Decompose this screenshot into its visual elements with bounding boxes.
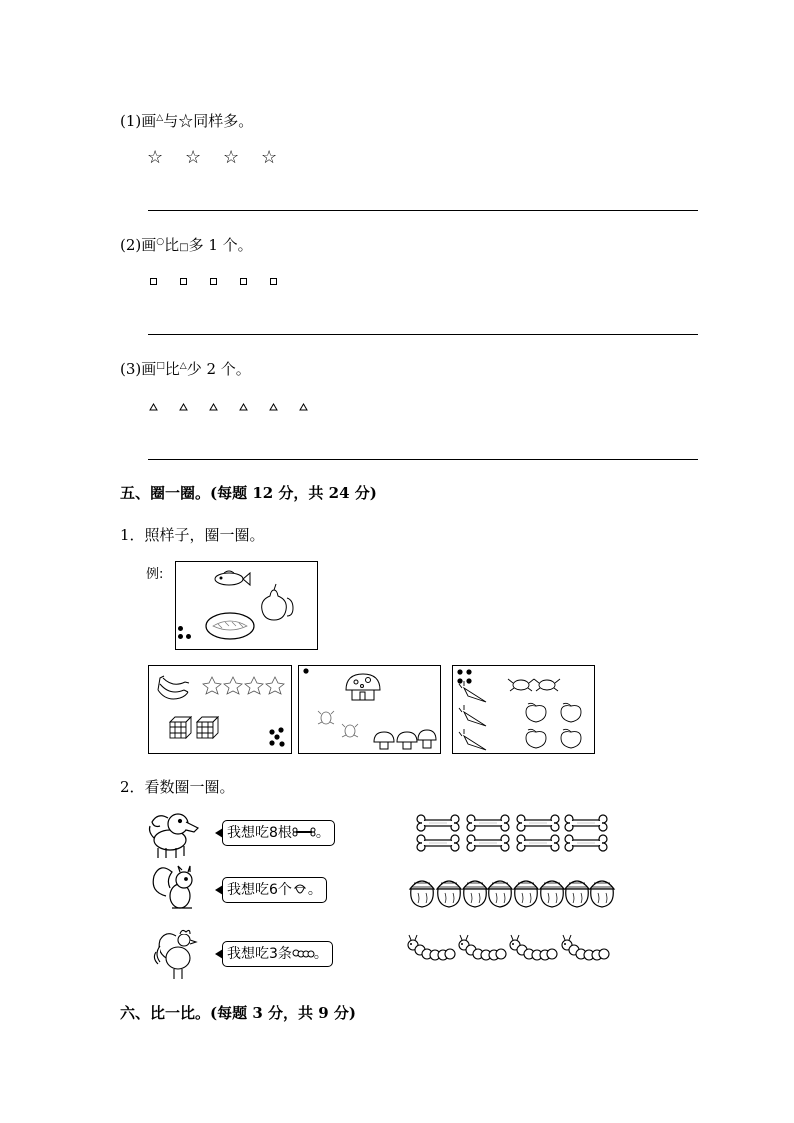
question-number: (3) [120, 360, 142, 378]
square-icon: □ [156, 361, 165, 371]
speech-bubble: 我想吃8根 。 [222, 820, 335, 846]
bone-icon [467, 835, 509, 851]
caterpillar-icon [562, 935, 609, 960]
acorn-icon [437, 881, 461, 907]
star-icon: ☆ [185, 147, 202, 168]
question-3: (3)画□比△少 2 个。 [120, 360, 251, 378]
acorn-icon [463, 881, 487, 907]
triangle-icon: △ [156, 113, 164, 123]
acorn-icon [590, 881, 614, 907]
bone-icon [517, 835, 559, 851]
question-number: (1) [120, 112, 142, 130]
bone-icon [417, 835, 459, 851]
acorn-group [410, 881, 614, 907]
circle-icon: ○ [156, 237, 165, 247]
triangle-icon: △ [179, 361, 187, 371]
question-number: (2) [120, 236, 142, 254]
bone-icon [565, 835, 607, 851]
bone-icon [417, 815, 459, 831]
example-label: 例: [146, 567, 164, 582]
section-heading: 五、圈一圈。(每题 12 分，共 24 分) [120, 484, 377, 502]
section-heading: 六、比一比。(每题 3 分，共 9 分) [120, 1004, 356, 1022]
caterpillar-icon [459, 935, 506, 960]
bone-icon [467, 815, 509, 831]
square-icon: □ [179, 242, 189, 253]
star-icon: ☆ [147, 147, 164, 168]
speech-bubble: 我想吃6个 。 [222, 877, 327, 903]
bone-icon [565, 815, 607, 831]
star-icon: ☆ [261, 147, 278, 168]
caterpillar-icon [408, 935, 455, 960]
speech-bubble: 我想吃3条 。 [222, 941, 333, 967]
question-1: (1)画△与☆同样多。 [120, 112, 254, 130]
bone-icon [517, 815, 559, 831]
acorn-icon [514, 881, 538, 907]
acorn-icon [410, 881, 434, 907]
caterpillar-icon [510, 935, 557, 960]
bone-group [417, 815, 607, 851]
acorn-icon [565, 881, 589, 907]
question-label: 2．看数圈一圈。 [120, 778, 235, 796]
question-label: 1．照样子，圈一圈。 [120, 526, 265, 544]
acorn-icon [488, 881, 512, 907]
question-2: (2)画○比□多 1 个。 [120, 236, 253, 254]
acorn-icon [540, 881, 564, 907]
caterpillar-group [408, 935, 609, 960]
star-icon: ☆ [178, 112, 194, 130]
star-icon: ☆ [223, 147, 240, 168]
